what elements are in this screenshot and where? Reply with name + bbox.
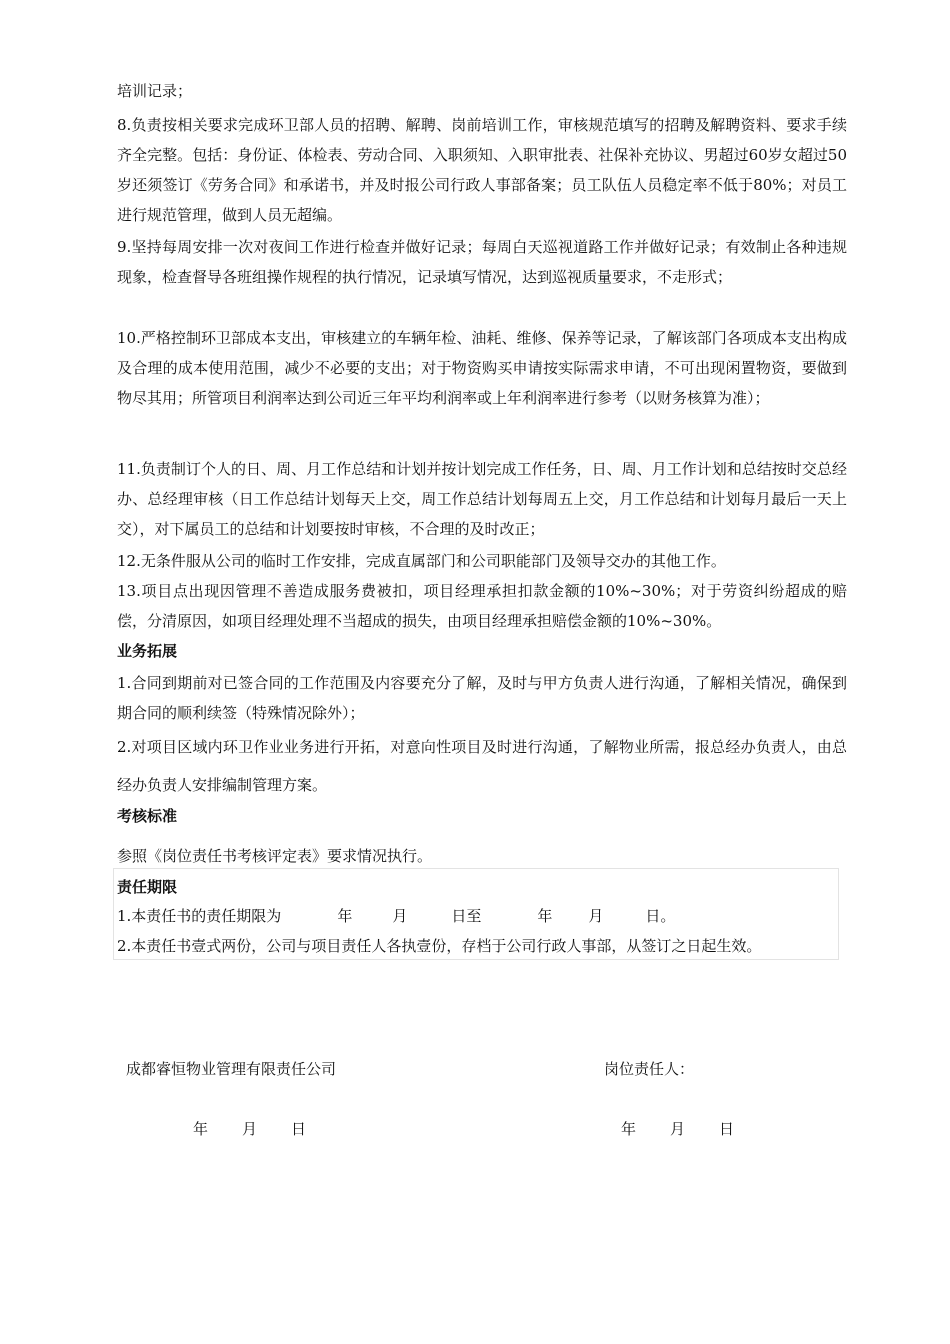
person-date-month: 月	[670, 1120, 686, 1138]
business-heading: 业务拓展	[117, 642, 178, 660]
duty-item-13: 13.项目点出现因管理不善造成服务费被扣，项目经理承担扣款金额的10%~30%；对于劳资纠纷超成的赔偿，分清原因，如项目经理处理不当超成的损失，由项目经理承担赔偿金额的10%~30%。	[117, 582, 847, 630]
duty-item-10: 10.严格控制环卫部成本支出，审核建立的车辆年检、油耗、维修、保养等记录，了解该部门各项成本支出构成及合理的成本使用范围，减少不必要的支出；对于物资购买申请按实际需求申请，不可出现闲置物资，要做到物尽其用；所管项目利润率达到公司近三年平均利润率或上年利润率进行参考（以财务核算为准）；	[117, 329, 847, 407]
company-date-year: 年	[193, 1120, 209, 1138]
duty-item-8: 8.负责按相关要求完成环卫部人员的招聘、解聘、岗前培训工作，审核规范填写的招聘及解聘资料、要求手续齐全完整。包括：身份证、体检表、劳动合同、入职须知、入职审批表、社保补充协议、男超过60岁女超过50岁还须签订《劳务合同》和承诺书，并及时报公司行政人事部备案；员工队伍人员稳定率不低于80%；对员工进行规范管理，做到人员无超编。	[117, 116, 847, 224]
duty-item-9: 9.坚持每周安排一次对夜间工作进行检查并做好记录；每周白天巡视道路工作并做好记录；有效制止各种违规现象，检查督导各班组操作规程的执行情况，记录填写情况，达到巡视质量要求，不走形式；	[117, 238, 847, 286]
duty-item-12: 12.无条件服从公司的临时工作安排，完成直属部门和公司职能部门及领导交办的其他工作。	[117, 552, 726, 570]
business-item-2: 2.对项目区域内环卫作业业务进行开拓，对意向性项目及时进行沟通，了解物业所需，报总经办负责人，由总经办负责人安排编制管理方案。	[117, 738, 847, 794]
person-signature-label: 岗位责任人：	[604, 1060, 695, 1078]
term-end-year: 年	[537, 907, 553, 925]
term-line-2: 2.本责任书壹式两份，公司与项目责任人各执壹份，存档于公司行政人事部，从签订之日起生效。	[117, 937, 762, 955]
person-date	[621, 1118, 734, 1140]
previous-item-fragment: 培训记录；	[117, 82, 193, 100]
business-item-1: 1.合同到期前对已签合同的工作范围及内容要充分了解，及时与甲方负责人进行沟通，了解相关情况，确保到期合同的顺利续签（特殊情况除外）；	[117, 674, 847, 722]
company-signature-label: 成都睿恒物业管理有限责任公司	[126, 1060, 337, 1078]
term-day-to: 日至	[451, 907, 482, 925]
term-start-month: 月	[392, 907, 408, 925]
person-date-year: 年	[621, 1120, 637, 1138]
term-day-end: 日。	[645, 907, 676, 925]
assessment-heading: 考核标准	[117, 807, 178, 825]
term-line-1	[117, 905, 675, 927]
duty-item-11: 11.负责制订个人的日、周、月工作总结和计划并按计划完成工作任务，日、周、月工作计划和总结按时交总经办、总经理审核（日工作总结计划每天上交，周工作总结计划每周五上交，月工作总结和计划每月最后一天上交），对下属员工的总结和计划要按时审核，不合理的及时改正；	[117, 460, 847, 538]
company-date	[193, 1118, 306, 1140]
term-end-month: 月	[588, 907, 604, 925]
term-heading: 责任期限	[117, 878, 178, 896]
term-prefix: 1.本责任书的责任期限为	[117, 907, 282, 925]
company-date-month: 月	[242, 1120, 258, 1138]
term-start-year: 年	[337, 907, 353, 925]
company-date-day: 日	[291, 1120, 307, 1138]
assessment-text: 参照《岗位责任书考核评定表》要求情况执行。	[117, 847, 433, 865]
person-date-day: 日	[719, 1120, 735, 1138]
